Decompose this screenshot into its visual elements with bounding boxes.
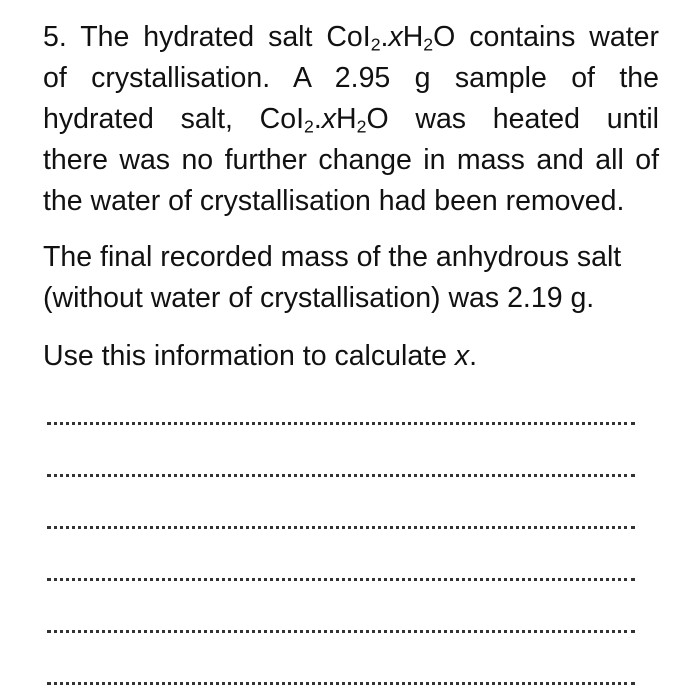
text-span: O was heated until (366, 103, 659, 135)
question-instruction (43, 336, 659, 377)
subscript: 2 (423, 34, 434, 55)
text-span: H (336, 103, 357, 135)
question-line-5: the water of crystallisation had been removed. (43, 185, 625, 217)
question-line-2: of crystallisation. A 2.95 g sample of the (43, 62, 659, 94)
text-span: O contains water (433, 21, 659, 53)
question-paragraph-1 (43, 17, 659, 222)
answer-line-1[interactable] (47, 422, 635, 425)
answer-line-4[interactable] (47, 578, 635, 581)
text-span: . (380, 21, 389, 53)
subscript: 2 (356, 116, 367, 137)
answer-line-6[interactable] (47, 682, 635, 685)
text-span: . (469, 340, 478, 372)
variable-x: x (454, 340, 470, 372)
text-span: hydrated salt, CoI (43, 103, 305, 135)
question-line-4: there was no further change in mass and all of (43, 144, 659, 176)
question-paragraph-2 (43, 237, 659, 319)
subscript: 2 (304, 116, 314, 137)
question-number: 5. (43, 21, 67, 53)
text-span: Use this information to calculate (43, 340, 455, 372)
answer-line-2[interactable] (47, 474, 635, 477)
question-line-3 (43, 99, 659, 140)
variable-x: x (388, 21, 403, 53)
instruction-line (43, 336, 659, 377)
text-span: The hydrated salt CoI (66, 21, 371, 53)
question-line-6: The final recorded mass of the anhydrous salt (43, 241, 622, 273)
text-span: H (402, 21, 424, 53)
subscript: 2 (370, 34, 381, 55)
answer-line-5[interactable] (47, 630, 635, 633)
variable-x: x (321, 103, 337, 135)
text-span: . (313, 103, 322, 135)
answer-line-3[interactable] (47, 526, 635, 529)
question-line-1 (43, 17, 659, 58)
question-line-7: (without water of crystallisation) was 2.19 g. (43, 282, 595, 314)
